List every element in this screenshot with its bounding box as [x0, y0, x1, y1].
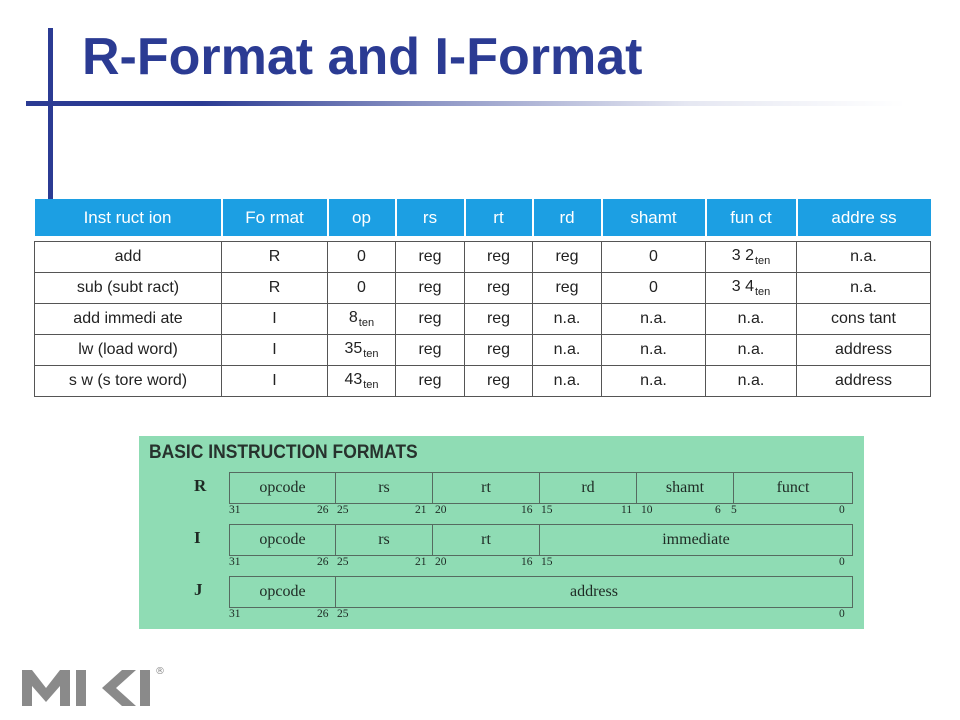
mk-logo-mark — [22, 670, 150, 706]
cell-rt-text: reg — [486, 310, 511, 327]
table-row — [35, 335, 931, 366]
cell-format — [222, 366, 328, 397]
cell-address-text: n.a. — [850, 279, 877, 296]
cell-rs — [396, 304, 465, 335]
cell-op — [328, 304, 396, 335]
cell-shamt-text: n.a. — [640, 341, 667, 358]
cell-instruction — [35, 335, 222, 366]
field-immediate: immediate — [662, 531, 730, 548]
header-op: op — [328, 199, 396, 236]
bit-number: 21 — [415, 504, 427, 516]
table-row — [35, 304, 931, 335]
cell-funct — [706, 335, 797, 366]
bit-number: 25 — [337, 504, 349, 516]
cell-op-subscript: ten — [363, 379, 379, 391]
cell-format — [222, 304, 328, 335]
field-opcode: opcode — [230, 577, 336, 607]
field-funct: funct — [776, 479, 810, 496]
cell-shamt — [602, 335, 706, 366]
mk-logo — [22, 662, 172, 710]
cell-rs — [396, 273, 465, 304]
table-header-row — [35, 199, 931, 236]
cell-instruction — [35, 304, 222, 335]
bit-number: 0 — [839, 608, 845, 620]
field-address: address — [570, 583, 618, 600]
table-row — [35, 242, 931, 273]
cell-address — [797, 273, 931, 304]
cell-op-text: 0 — [357, 279, 366, 296]
cell-rs-text: reg — [418, 279, 442, 296]
cell-rs-text: reg — [418, 310, 442, 327]
cell-rd-text: n.a. — [553, 310, 581, 327]
header-address: addre ss — [797, 199, 931, 236]
header-rd: rd — [533, 199, 602, 236]
table-row — [35, 273, 931, 304]
bit-number: 26 — [317, 504, 329, 516]
bit-number: 26 — [317, 556, 329, 568]
table-row — [35, 366, 931, 397]
bit-number: 5 — [731, 504, 737, 516]
cell-shamt — [602, 242, 706, 273]
field-rt: rt — [433, 473, 540, 503]
cell-address — [797, 335, 931, 366]
cell-instruction-text: lw (load word) — [78, 341, 178, 358]
format-label-i: I — [194, 528, 201, 547]
cell-rd-text: n.a. — [553, 341, 581, 358]
cell-funct-text: n.a. — [737, 310, 765, 327]
bit-number: 16 — [521, 504, 533, 516]
cell-op — [328, 273, 396, 304]
cell-funct-subscript: ten — [754, 255, 771, 267]
bit-number: 31 — [229, 504, 241, 516]
cell-rs — [396, 335, 465, 366]
cell-shamt-text: 0 — [649, 279, 658, 296]
bit-number: 0 — [839, 504, 845, 516]
cell-rd — [533, 242, 602, 273]
cell-format-text: R — [268, 248, 281, 265]
cell-rs-text: reg — [418, 372, 442, 389]
bit-positions-i — [229, 556, 851, 570]
header-rs: rs — [396, 199, 465, 236]
cell-rt-text: reg — [486, 372, 511, 389]
bit-number: 25 — [337, 608, 349, 620]
format-row-j — [229, 576, 853, 608]
field-rt: rt — [433, 525, 540, 555]
cell-format-text: I — [272, 310, 277, 327]
formats-title: BASIC INSTRUCTION FORMATS — [149, 442, 418, 463]
instruction-table — [34, 199, 931, 397]
field-rs: rs — [336, 473, 433, 503]
cell-instruction — [35, 366, 222, 397]
cell-address-text: address — [835, 341, 892, 358]
cell-rs — [396, 366, 465, 397]
header-shamt: shamt — [602, 199, 706, 236]
bit-number: 31 — [229, 556, 241, 568]
cell-shamt — [602, 273, 706, 304]
cell-address-text: cons tant — [831, 310, 896, 327]
cell-address — [797, 304, 931, 335]
registered-mark: ® — [155, 666, 165, 677]
cell-instruction-text: add immedi ate — [73, 310, 183, 327]
cell-funct — [706, 242, 797, 273]
cell-op — [328, 366, 396, 397]
bit-number: 10 — [641, 504, 653, 516]
bit-number: 31 — [229, 608, 241, 620]
cell-shamt-text: n.a. — [640, 310, 667, 327]
bit-number: 15 — [541, 556, 553, 568]
slide-title: R-Format and I-Format — [82, 28, 643, 86]
cell-rd — [533, 335, 602, 366]
cell-rd — [533, 304, 602, 335]
cell-format-text: I — [272, 372, 277, 389]
cell-instruction-text: sub (subt ract) — [76, 279, 180, 296]
cell-instruction-text: add — [114, 248, 142, 265]
cell-address-text: address — [835, 372, 892, 389]
cell-shamt — [602, 304, 706, 335]
bit-number: 16 — [521, 556, 533, 568]
header-funct: fun ct — [706, 199, 797, 236]
field-opcode: opcode — [230, 473, 336, 503]
header-rt: rt — [465, 199, 533, 236]
bit-positions-r — [229, 504, 851, 518]
bit-number: 6 — [715, 504, 721, 516]
cell-op — [328, 242, 396, 273]
cell-funct-text: 3 4 — [731, 278, 754, 295]
cell-rt-text: reg — [486, 341, 511, 358]
cell-instruction-text: s w (s tore word) — [68, 372, 188, 389]
cell-format — [222, 273, 328, 304]
cell-rt — [465, 304, 533, 335]
field-rd: rd — [540, 473, 637, 503]
cell-funct — [706, 273, 797, 304]
field-shamt: shamt — [637, 473, 734, 503]
format-label-r: R — [194, 476, 207, 495]
bit-number: 20 — [435, 556, 447, 568]
cell-funct-text: n.a. — [737, 372, 765, 389]
cell-funct-text: 3 2 — [731, 247, 754, 264]
cell-rd — [533, 273, 602, 304]
cell-op-text: 8 — [348, 309, 358, 326]
cell-rd-text: n.a. — [553, 372, 581, 389]
bit-number: 0 — [839, 556, 845, 568]
cell-op-text: 43 — [344, 371, 363, 388]
bit-positions-j — [229, 608, 851, 622]
cell-instruction — [35, 273, 222, 304]
field-opcode: opcode — [230, 525, 336, 555]
cell-rs-text: reg — [418, 248, 442, 265]
cell-address — [797, 242, 931, 273]
cell-funct — [706, 304, 797, 335]
bit-number: 26 — [317, 608, 329, 620]
bit-number: 21 — [415, 556, 427, 568]
cell-op-subscript: ten — [363, 348, 379, 360]
cell-rt — [465, 366, 533, 397]
format-label-j: J — [194, 580, 203, 599]
cell-op-text: 35 — [344, 340, 363, 357]
cell-rd-text: reg — [555, 279, 579, 296]
cell-format-text: R — [268, 279, 281, 296]
cell-rt-text: reg — [486, 279, 511, 296]
bit-number: 20 — [435, 504, 447, 516]
cell-shamt-text: 0 — [649, 248, 658, 265]
cell-format — [222, 335, 328, 366]
header-instruction: Inst ruct ion — [35, 199, 222, 236]
bit-number: 15 — [541, 504, 553, 516]
cell-op — [328, 335, 396, 366]
header-format: Fo rmat — [222, 199, 328, 236]
cell-rd-text: reg — [555, 248, 579, 265]
cell-instruction — [35, 242, 222, 273]
cell-op-subscript: ten — [358, 317, 375, 329]
cell-rd — [533, 366, 602, 397]
cell-address — [797, 366, 931, 397]
cell-rs-text: reg — [418, 341, 442, 358]
format-row-r — [229, 472, 853, 504]
cell-rt-text: reg — [486, 248, 511, 265]
cell-format-text: I — [272, 341, 277, 358]
title-vertical-accent-bar — [48, 28, 53, 200]
basic-instruction-formats-figure — [139, 436, 864, 629]
title-underline-bar — [26, 101, 906, 106]
cell-rt — [465, 242, 533, 273]
cell-shamt-text: n.a. — [640, 372, 667, 389]
field-rs: rs — [336, 525, 433, 555]
cell-rs — [396, 242, 465, 273]
cell-rt — [465, 273, 533, 304]
cell-op-text: 0 — [357, 248, 366, 265]
format-row-i — [229, 524, 853, 556]
bit-number: 11 — [621, 504, 633, 516]
cell-shamt — [602, 366, 706, 397]
cell-format — [222, 242, 328, 273]
cell-rt — [465, 335, 533, 366]
bit-number: 25 — [337, 556, 349, 568]
cell-funct-subscript: ten — [754, 286, 771, 298]
cell-address-text: n.a. — [850, 248, 877, 265]
cell-funct-text: n.a. — [737, 341, 765, 358]
cell-funct — [706, 366, 797, 397]
